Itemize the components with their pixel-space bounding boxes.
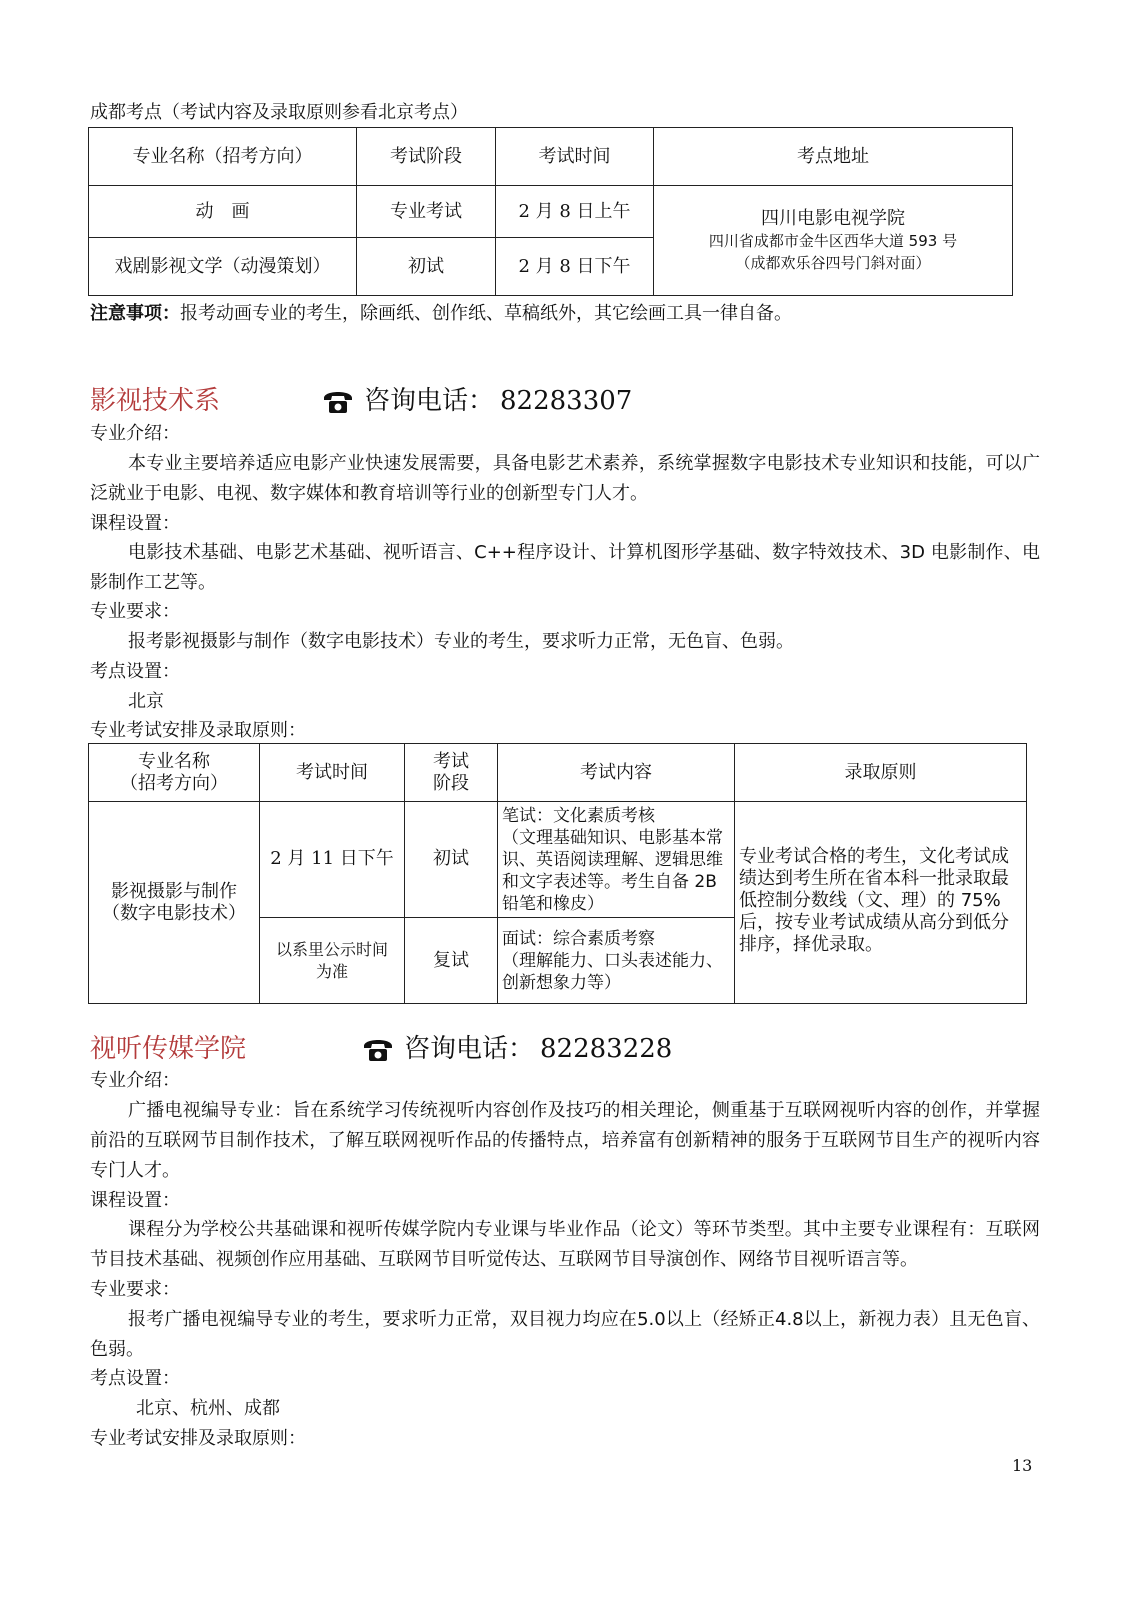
phone-label: 咨询电话： <box>404 1034 535 1064</box>
film-tech-course-text: 电影技术基础、电影艺术基础、视听语言、C++程序设计、计算机图形学基础、数字特效技术、3D 电影制作、电影制作工艺等。 <box>90 542 1040 593</box>
chengdu-row1-stage: 专业考试 <box>357 186 496 238</box>
chengdu-row1-major: 动 画 <box>89 186 357 238</box>
chengdu-note <box>90 303 792 325</box>
address-line-1: 四川电影电视学院 <box>761 207 905 229</box>
exam-header-time: 考试时间 <box>260 744 405 802</box>
film-tech-site-text: 北京 <box>128 691 164 712</box>
chengdu-header-time: 考试时间 <box>496 128 654 186</box>
exam-row1-stage: 初试 <box>405 802 498 918</box>
page-number: 13 <box>1012 1456 1033 1475</box>
av-media-site-text: 北京、杭州、成都 <box>136 1398 280 1419</box>
chengdu-row2-major: 戏剧影视文学（动漫策划） <box>89 238 357 296</box>
note-text: 报考动画专业的考生，除画纸、创作纸、草稿纸外，其它绘画工具一律自备。 <box>180 303 792 324</box>
av-media-site-label: 考点设置： <box>90 1368 180 1389</box>
film-tech-intro-label: 专业介绍： <box>90 423 180 444</box>
chengdu-header-major: 专业名称（招考方向） <box>89 128 357 186</box>
exam-principle-cell: 专业考试合格的考生，文化考试成绩达到考生所在省本科一批录取最低控制分数线（文、理）的 75%后，按专业考试成绩从高分到低分排序，择优录取。 <box>735 802 1027 1004</box>
chengdu-row2-time: 2 月 8 日下午 <box>496 238 654 296</box>
av-media-dept-title: 视听传媒学院 <box>90 1034 247 1064</box>
film-tech-arrange-label: 专业考试安排及录取原则： <box>90 720 306 741</box>
phone-number: 82283307 <box>500 386 633 416</box>
chengdu-row1-time: 2 月 8 日上午 <box>496 186 654 238</box>
av-media-intro-label: 专业介绍： <box>90 1070 180 1091</box>
exam-row1-content: 笔试：文化素质考核 （文理基础知识、电影基本常识、英语阅读理解、逻辑思维和文字表述等。考生自备 2B 铅笔和橡皮） <box>498 802 735 918</box>
av-media-req-label: 专业要求： <box>90 1279 180 1300</box>
exam-row2-content: 面试：综合素质考察 （理解能力、口头表述能力、创新想象力等） <box>498 918 735 1004</box>
telephone-icon <box>362 1036 394 1062</box>
telephone-icon <box>322 388 354 414</box>
exam-header-major: 专业名称 （招考方向） <box>89 744 260 802</box>
film-tech-req-label: 专业要求： <box>90 601 180 622</box>
av-media-course-label: 课程设置： <box>90 1190 180 1211</box>
phone-label: 咨询电话： <box>364 386 495 416</box>
address-line-2: 四川省成都市金牛区西华大道 593 号 <box>708 231 958 250</box>
film-tech-course-label: 课程设置： <box>90 513 180 534</box>
address-line-3: （成都欢乐谷四号门斜对面） <box>735 253 931 272</box>
chengdu-header-stage: 考试阶段 <box>357 128 496 186</box>
phone-number: 82283228 <box>540 1034 673 1064</box>
chengdu-heading: 成都考点（考试内容及录取原则参看北京考点） <box>90 102 468 123</box>
film-tech-site-label: 考点设置： <box>90 661 180 682</box>
note-label: 注意事项： <box>90 303 180 324</box>
chengdu-address-cell <box>654 186 1013 296</box>
exam-row1-time: 2 月 11 日下午 <box>260 802 405 918</box>
film-tech-intro-text: 本专业主要培养适应电影产业快速发展需要，具备电影艺术素养，系统掌握数字电影技术专业知识和技能，可以广泛就业于电影、电视、数字媒体和教育培训等行业的创新型专门人才。 <box>90 453 1040 504</box>
exam-header-content: 考试内容 <box>498 744 735 802</box>
exam-row2-stage: 复试 <box>405 918 498 1004</box>
av-media-req-text: 报考广播电视编导专业的考生，要求听力正常，双目视力均应在5.0以上（经矫正4.8以上，新视力表）且无色盲、色弱。 <box>90 1309 1040 1360</box>
exam-header-principle: 录取原则 <box>735 744 1027 802</box>
film-tech-phone <box>322 385 632 417</box>
av-media-course-text: 课程分为学校公共基础课和视听传媒学院内专业课与毕业作品（论文）等环节类型。其中主要专业课程有：互联网节目技术基础、视频创作应用基础、互联网节目听觉传达、互联网节目导演创作、网络节目视听语言等。 <box>90 1219 1040 1270</box>
av-media-arrange-label: 专业考试安排及录取原则： <box>90 1428 306 1449</box>
chengdu-table <box>88 127 1013 296</box>
film-tech-req-text: 报考影视摄影与制作（数字电影技术）专业的考生，要求听力正常，无色盲、色弱。 <box>128 631 794 652</box>
chengdu-row2-stage: 初试 <box>357 238 496 296</box>
chengdu-header-address: 考点地址 <box>654 128 1013 186</box>
exam-header-stage: 考试 阶段 <box>405 744 498 802</box>
exam-major-cell: 影视摄影与制作 （数字电影技术） <box>89 802 260 1004</box>
av-media-phone <box>362 1033 672 1065</box>
film-tech-exam-table <box>88 743 1027 1004</box>
exam-row2-time: 以系里公示时间 为准 <box>260 918 405 1004</box>
film-tech-dept-title: 影视技术系 <box>90 386 221 416</box>
av-media-intro-text: 广播电视编导专业：旨在系统学习传统视听内容创作及技巧的相关理论，侧重基于互联网视听内容的创作，并掌握前沿的互联网节目制作技术，了解互联网视听作品的传播特点，培养富有创新精神的服务于互联网节目生产的视听内容专门人才。 <box>90 1100 1040 1181</box>
